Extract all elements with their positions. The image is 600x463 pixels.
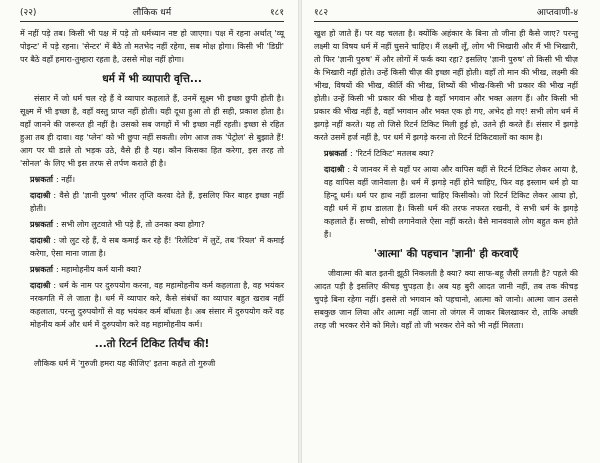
dialogue-entry: प्रश्नकर्ता : नहीं। (30, 175, 76, 184)
dialogue-entry: प्रश्नकर्ता : महामोहनीय कर्म यानी क्या? (30, 265, 142, 274)
left-page-body (20, 27, 284, 373)
paragraph: खुश हो जाते हैं। पर वह चलता है। क्योंकि अहंकार के बिना तो जीना ही कैसे जाए? परन्तु लक्ष्मी या विषय धर्म में नहीं घुसने चाहिए। मैं लक्ष्मी लूँ, लोग भी भिखारी और मैं भी भिखारी, तो फिर 'ज्ञानी पुरुष' में और लोगों में फर्क क्या रहा? इसलिए 'ज्ञानी पुरुष' तो किसी भी चीज़ के भिखारी नहीं होते। उन्हें किसी चीज़ की इच्छा नहीं होती। वहाँ तो मान की भीख, लक्ष्मी की भीख, विषयों की भीख, कीर्ति की भीख, शिष्यों की भीख-किसी भी प्रकार की भीख नहीं होती। उन्हें किसी भी प्रकार की भीख है वहाँ भगवान और भक्त अलग हैं। और किसी भी प्रकार की भीख नहीं है, वहाँ भगवान और भक्त एक हो गए, अभेद हो गए! सभी लोग धर्म में झगड़े नहीं करते। यह तो जिसे रिटर्न टिकिट मिली हुई हो, उतने ही करते हैं। संसार में झगड़े करते उसमें हर्ज नहीं है, पर धर्म में झगड़े करना तो रिटर्न टिकिटवालों का काम है। (314, 29, 578, 142)
page-number: १८१ (269, 8, 284, 18)
paragraph: लौकिक धर्म में 'गुरुजी हमरा यह कीजिए' इतना कहते तो गुरुजी (34, 359, 216, 368)
left-page (0, 0, 298, 463)
dialogue-text: वैसे ही 'ज्ञानी पुरुष' भीतर तृप्ति करवा देते हैं, इसलिए फिर बाहर इच्छा नहीं होती। (30, 191, 284, 213)
dialogue-text: 'रिटर्न टिकिट' मतलब क्या? (355, 149, 435, 158)
dialogue-entry: प्रश्नकर्ता : 'रिटर्न टिकिट' मतलब क्या? (324, 149, 435, 158)
paragraph: संसार में जो धर्म चल रहे हैं वे व्यापार कहलाते हैं, उनमें सूक्ष्म भी इच्छा छुपी होती है। सूक्ष्म में भी इच्छा है, वहाँ वस्तु प्राप्त नहीं होती। यही दूधा हुआ तो ही सही, प्रकाश होता है। वहाँ जानने की जरूरत ही नहीं है। उसको सब जगहों में भी इच्छा नहीं रहती। इच्छा से रहित हुआ तब ही दावा। वह 'प्लेन' को भी छुपा नहीं सकती। लोग आज तक 'पेट्रोल' से बुझाते हैं! आग पर घी डाले तो भड़क उठे, वैसे ही है यह। कौन किसका हित करेगा, इस तरह तो 'सोनल' के लिए भी इस तरफ से तर्पण कराते ही है। (20, 94, 284, 168)
right-page (302, 0, 600, 463)
paragraph: जीवात्मा की बात इतनी झूठी निकलती है क्या? क्या साफ-बहू जैसी लगती है? पहले की आदत पड़ी है इसलिए कीचड़ चुपड़ता है। अब यह बुरी आदत जानी नहीं, तब तक कीचड़ चुपड़े बिना रहेगा नहीं। इससे तो भगवान को पहचानो, आत्मा को जानो। आत्मा जान उससे सबकुछ जान लिया और आत्मा नहीं जाना तो जंगल में जाकर बिलखाकर रो, ताकि अच्छी तरह जी भरकर रोने को मिले। वहाँ तो जी भरकर रोने को भी नहीं मिलता। (314, 269, 578, 330)
left-page-header (20, 7, 284, 22)
running-title: लौकिक धर्म (132, 8, 172, 18)
dialogue-text: महामोहनीय कर्म यानी क्या? (61, 265, 142, 274)
dialogue-text: सभी लोग लुटवाते भी पड़े हैं, तो उनका क्या होगा? (61, 220, 205, 229)
speaker-label: दादाश्री (30, 236, 51, 245)
running-title: आप्तवाणी-४ (536, 8, 578, 18)
section-heading: 'आत्मा' की पहचान 'ज्ञानी' ही करवाएँ (373, 248, 519, 260)
dialogue-text: जो लुट रहे हैं, वे सब कमाई कर रहे हैं! 'रिलेटिव' में लुटें, तब 'रियल' में कमाई करेगा, ऐसा माना जाता है। (30, 236, 284, 258)
section-heading: ...तो रिटर्न टिकिट तिर्यंच की! (94, 338, 210, 350)
paragraph: में नहीं पड़े तब। किसी भी पक्ष में पड़े तो धर्मध्यान नष्ट हो जाएगा। पक्ष में रहना अर्थात् 'व्यू पोइन्ट' में पड़े रहना। 'सेन्टर' में बैठे तो मतभेद नहीं रहेगा, सब मोक्ष होगा। किसी भी 'डिग्री' पर बैठे वहाँ हमारा-तुम्हारा रहता है, उससे मोक्ष नहीं होगा। (20, 29, 284, 64)
dialogue-entry: दादाश्री : ये जानवर में से यहाँ पर आया और वापिस वहीं से रिटर्न टिकिट लेकर आया है, वह वापिस वहीं जानेवाला है। धर्म में झगड़े नहीं होने चाहिए, फिर वह इस्लाम धर्म हो या हिन्दू धर्म। धर्म पर हाथ नहीं डालना चाहिए किसीको। जो रिटर्न टिकिट लेकर आया हो, वही धर्म में हाथ डालता है। किसी धर्म की तरफ नफरत रखनी, वे सभी धर्म के झगड़े कहलाते हैं। सच्ची, सोची लगानेवाले ऐसा नहीं करते। वैसे मानववाले लोग बहुत कम होते हैं। (324, 165, 578, 239)
speaker-label: प्रश्नकर्ता (324, 149, 347, 158)
speaker-label: दादाश्री (30, 191, 51, 200)
speaker-label: प्रश्नकर्ता (30, 265, 53, 274)
page-number: १८२ (314, 8, 329, 18)
dialogue-text: ये जानवर में से यहाँ पर आया और वापिस वहीं से रिटर्न टिकिट लेकर आया है, वह वापिस वहीं जानेवाला है। धर्म में झगड़े नहीं होने चाहिए, फिर वह इस्लाम धर्म हो या हिन्दू धर्म। धर्म पर हाथ नहीं डालना चाहिए किसीको। जो रिटर्न टिकिट लेकर आया हो, वही धर्म में हाथ डालता है। किसी धर्म की तरफ नफरत रखनी, वे सभी धर्म के झगड़े कहलाते हैं। सच्ची, सोची लगानेवाले ऐसा नहीं करते। वैसे मानववाले लोग बहुत कम होते हैं। (324, 165, 578, 239)
right-page-header (314, 7, 578, 22)
dialogue-entry: दादाश्री : जो लुट रहे हैं, वे सब कमाई कर रहे हैं! 'रिलेटिव' में लुटें, तब 'रियल' में कमाई करेगा, ऐसा माना जाता है। (30, 236, 284, 258)
speaker-label: दादाश्री (30, 281, 51, 290)
speaker-label: प्रश्नकर्ता (30, 220, 53, 229)
dialogue-entry: प्रश्नकर्ता : सभी लोग लुटवाते भी पड़े हैं, तो उनका क्या होगा? (30, 220, 205, 229)
section-heading: धर्म में भी व्यापारी वृत्ति... (102, 73, 202, 85)
right-page-body (314, 27, 578, 335)
speaker-label: प्रश्नकर्ता (30, 175, 53, 184)
page-label: (२२) (20, 8, 37, 18)
dialogue-text: धर्म के नाम पर दुरुपयोग करना, वह महामोहनीय कर्म कहलाता है, वह भयंकर नरकगति में ले जाता है। धर्म में व्यापार करे, कैसे संबंधों का व्यापार बहुत खराब नहीं कहलाता, परन्तु दुरुपयोगों से वह भयंकर कर्म बाँधता है। अब संसार में दुरुपयोग करें वह मोहनीय कर्म और धर्म में दुरुपयोग करे वह महामोहनीय कर्म। (30, 281, 284, 329)
speaker-label: दादाश्री (324, 165, 345, 174)
dialogue-entry: दादाश्री : वैसे ही 'ज्ञानी पुरुष' भीतर तृप्ति करवा देते हैं, इसलिए फिर बाहर इच्छा नहीं होती। (30, 191, 284, 213)
dialogue-entry: दादाश्री : धर्म के नाम पर दुरुपयोग करना, वह महामोहनीय कर्म कहलाता है, वह भयंकर नरकगति में ले जाता है। धर्म में व्यापार करे, कैसे संबंधों का व्यापार बहुत खराब नहीं कहलाता, परन्तु दुरुपयोगों से वह भयंकर कर्म बाँधता है। अब संसार में दुरुपयोग करें वह मोहनीय कर्म और धर्म में दुरुपयोग करे वह महामोहनीय कर्म। (30, 281, 284, 329)
dialogue-text: नहीं। (61, 175, 76, 184)
